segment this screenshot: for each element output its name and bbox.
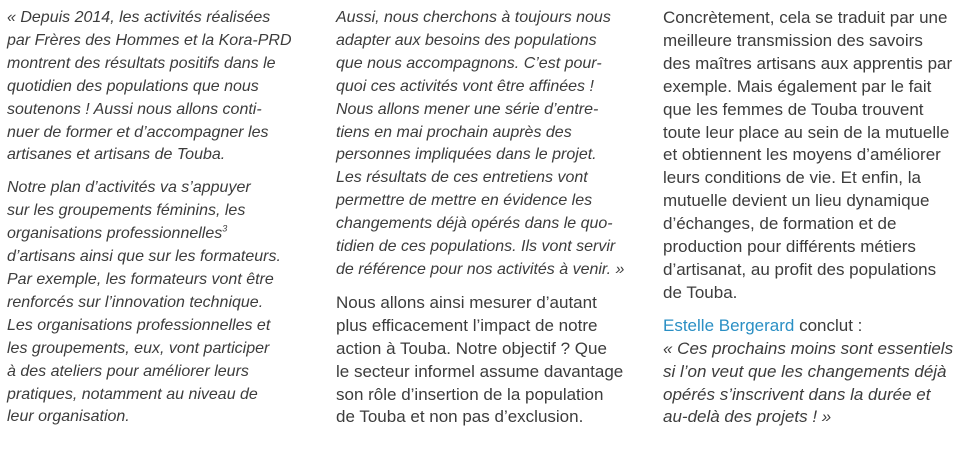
text-line: quoi ces activités vont être affinées ! [336,77,594,95]
conclusion-paragraph [663,315,963,430]
text-line: permettre de mettre en évidence les [336,192,593,210]
text-line: mutuelle devient un lieu dynamique [663,191,930,211]
column-1 [7,7,309,439]
text-line: « Ces prochains moins sont essentiels [663,338,954,358]
text-line: quotidien des populations que nous [7,77,259,95]
text-line: des maîtres artisans aux apprentis par [663,53,953,73]
text-line: le secteur informel assume davantage [336,361,624,381]
text-line: que les femmes de Touba trouvent [663,99,924,119]
text-line: exemple. Mais également par le fait [663,76,932,96]
text-line: montrent des résultats positifs dans le [7,54,276,72]
body-paragraph-1 [336,292,638,429]
text-line: Notre plan d’activités va s’appuyer [7,179,251,197]
text-line: pratiques, notamment au niveau de [7,385,258,403]
text-line: production pour différents métiers [663,237,916,257]
text-line: plus efficacement l’impact de notre [336,315,598,335]
text-fragment: organisations professionnelles [7,225,223,243]
text-line: par Frères des Hommes et la Kora-PRD [7,31,292,49]
text-line: meilleure transmission des savoirs [663,30,923,50]
quote-paragraph-3 [336,7,638,282]
text-line: soutenons ! Aussi nous allons conti- [7,100,262,118]
text-line: Par exemple, les formateurs vont être [7,270,274,288]
footnote-ref: 3 [222,223,228,234]
speaker-name: Estelle Bergerard [663,315,795,335]
text-line: les groupements, eux, vont participer [7,339,270,357]
text-line: Les organisations professionnelles et [7,316,271,334]
text-line: toute leur place au sein de la mutuelle [663,122,950,142]
text-line: de Touba. [663,282,738,302]
text-line: nuer de former et d’accompagner les [7,123,269,141]
text-line: si l’on veut que les changements déjà [663,361,947,381]
text-line: sur les groupements féminins, les [7,202,246,220]
text-line: changements déjà opérés dans le quo- [336,215,613,233]
text-line: leur organisation. [7,408,130,426]
text-line: tiens en mai prochain auprès des [336,123,572,141]
speaker-verb: conclut : [794,315,863,335]
text-line: au-delà des projets ! » [663,407,832,427]
text-line: de Touba et non pas d’exclusion. [336,407,584,427]
text-line: artisanes et artisans de Touba. [7,146,226,164]
text-line: et obtiennent les moyens d’améliorer [663,145,941,165]
body-paragraph-2 [663,7,963,305]
text-line: que nous accompagnons. C’est pour- [336,54,602,72]
quote-paragraph-1 [7,7,309,167]
column-3 [663,7,963,439]
text-line: d’artisans ainsi que sur les formateurs. [7,248,281,266]
text-line: son rôle d’insertion de la population [336,384,604,404]
text-line: opérés s’inscrivent dans la durée et [663,384,931,404]
text-line: Concrètement, cela se traduit par une [663,8,948,27]
text-line: Nous allons ainsi mesurer d’autant [336,292,597,312]
text-line: adapter aux besoins des populations [336,31,597,49]
text-line: « Depuis 2014, les activités réalisées [7,9,271,26]
text-line: leurs conditions de vie. Et enfin, la [663,168,921,188]
text-line: tidien de ces populations. Ils vont servir [336,238,616,256]
quote-paragraph-2 [7,177,309,429]
text-line: renforcés sur l’innovation technique. [7,293,264,311]
text-line: d’artisanat, au profit des populations [663,259,937,279]
text-line-with-footnote [7,223,309,246]
text-line: Les résultats de ces entretiens vont [336,169,588,187]
text-line: de référence pour nos activités à venir. » [336,260,625,278]
text-line: Nous allons mener une série d’entre- [336,100,599,118]
text-line: Aussi, nous cherchons à toujours nous [336,9,611,26]
speaker-line [663,315,963,338]
text-line: action à Touba. Notre objectif ? Que [336,338,607,358]
text-line: personnes impliquées dans le projet. [336,146,597,164]
text-line: à des ateliers pour améliorer leurs [7,362,249,380]
column-2 [336,7,638,439]
text-line: d’échanges, de formation et de [663,214,897,234]
